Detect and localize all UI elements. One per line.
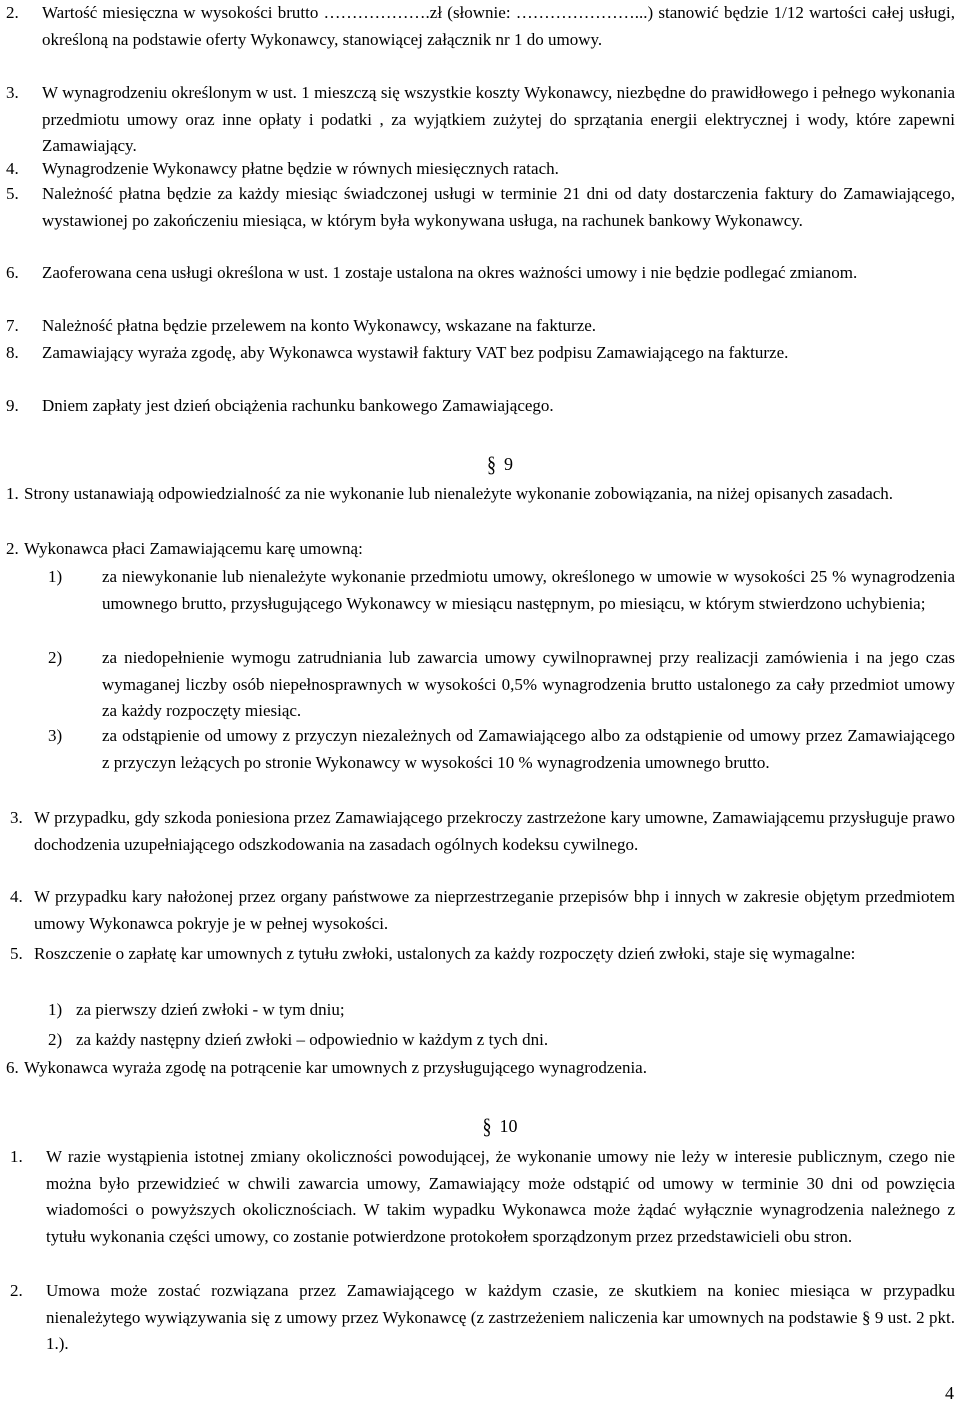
item-text: Wynagrodzenie Wykonawcy płatne będzie w równych miesięcznych ratach.: [42, 159, 559, 178]
list-item: [0, 1278, 955, 1358]
list-item: [0, 393, 955, 420]
item-text: Roszczenie o zapłatę kar umownych z tytułu zwłoki, ustalonych za każdy rozpoczęty dzień zwłoki, staje się wymagalne:: [34, 944, 856, 963]
item-text: Wykonawca płaci Zamawiającemu karę umowną:: [24, 539, 363, 558]
list-item: [0, 80, 955, 160]
list-item: [0, 884, 955, 937]
list-item: [0, 1144, 955, 1250]
sub-item-text: za każdy następny dzień zwłoki – odpowiednio w każdym z tych dni.: [76, 1030, 549, 1049]
section-heading: [470, 1113, 530, 1139]
item-number: 5.: [10, 944, 23, 963]
sub-item-number: 1): [48, 1000, 63, 1019]
item-text: Zamawiający wyraża zgodę, aby Wykonawca wystawił faktury VAT bez podpisu Zamawiającego na fakturze.: [42, 343, 789, 362]
item-text: Wykonawca wyraża zgodę na potrącenie kar umownych z przysługującego wynagrodzenia.: [24, 1058, 647, 1077]
list-item: [0, 340, 955, 367]
list-item: [0, 260, 955, 287]
item-text: W przypadku kary nałożonej przez organy państwowe za nieprzestrzeganie przepisów bhp i innych w zakresie objętym przedmiotem umowy Wykonawca pokryje je w pełnej wysokości.: [34, 887, 955, 933]
section-number: 9: [504, 454, 513, 474]
item-text: W wynagrodzeniu określonym w ust. 1 mieszczą się wszystkie koszty Wykonawcy, niezbędne do prawidłowego i pełnego wykonania przedmiotu umowy oraz inne opłaty i podatki , za wyjątkiem zużytej do sprzątania energii elektrycznej i wody, które zapewni Zamawiający.: [42, 83, 955, 155]
sub-item-text: za odstąpienie od umowy z przyczyn niezależnych od Zamawiającego albo za odstąpienie od umowy przez Zamawiającego z przyczyn leżących po stronie Wykonawcy w wysokości 10 % wynagrodzenia umownego brutto.: [102, 726, 955, 772]
list-item: [0, 481, 955, 508]
item-number: 9.: [6, 396, 19, 415]
item-number: 1.: [10, 1147, 23, 1166]
item-number: 4.: [6, 159, 19, 178]
sub-list-item: [44, 723, 955, 776]
item-number: 3.: [10, 808, 23, 827]
sub-item-number: 1): [48, 567, 63, 586]
item-text: Zaoferowana cena usługi określona w ust. 1 zostaje ustalona na okres ważności umowy i nie będzie podlegać zmianom.: [42, 263, 858, 282]
item-number: 2.: [6, 3, 19, 22]
sub-item-number: 3): [48, 726, 63, 745]
section-symbol: §: [482, 1113, 492, 1139]
section-number: 10: [499, 1116, 518, 1136]
page-number: 4: [945, 1383, 954, 1403]
item-text: Umowa może zostać rozwiązana przez Zamawiającego w każdym czasie, ze skutkiem na koniec miesiąca w przypadku nienależytego wywiązywania się z umowy przez Wykonawcę (z zastrzeżeniem naliczenia kar umownych na podstawie § 9 ust. 2 pkt. 1.).: [46, 1281, 955, 1353]
list-item: [0, 941, 955, 968]
section-symbol: §: [487, 451, 496, 477]
list-item: [0, 1055, 955, 1082]
item-text: Dniem zapłaty jest dzień obciążenia rachunku bankowego Zamawiającego.: [42, 396, 554, 415]
sub-item-text: za pierwszy dzień zwłoki - w tym dniu;: [76, 1000, 345, 1019]
item-text: W przypadku, gdy szkoda poniesiona przez Zamawiającego przekroczy zastrzeżone kary umowne, Zamawiającemu przysługuje prawo dochodzenia uzupełniającego odszkodowania na zasadach ogólnych kodeksu cywilnego.: [34, 808, 955, 854]
item-number: 1.: [6, 484, 19, 503]
item-number: 4.: [10, 887, 23, 906]
item-text: W razie wystąpienia istotnej zmiany okoliczności powodującej, że wykonanie umowy nie leży w interesie publicznym, czego nie można było przewidzieć w chwili zawarcia umowy, Zamawiający może odstąpić od umowy w terminie 30 dni od powzięcia wiadomości o powyższych okolicznościach. W takim wypadku Wykonawca może żądać wyłącznie wynagrodzenia należnego z tytułu wykonania części umowy, co zostanie potwierdzone protokołem sporządzonym przez przedstawicieli obu stron.: [46, 1147, 955, 1246]
sub-list-item: [44, 1027, 955, 1054]
list-item: [0, 156, 955, 183]
sub-item-number: 2): [48, 648, 63, 667]
sub-item-text: za niedopełnienie wymogu zatrudniania lub zawarcia umowy cywilnoprawnej przy realizacji zamówienia i na jego czas wymaganej liczby osób niepełnosprawnych w wysokości 0,5% wynagrodzenia brutto ustalonego za cały przedmiot umowy za każdy rozpoczęty miesiąc.: [102, 648, 955, 720]
item-number: 3.: [6, 83, 19, 102]
item-number: 2.: [6, 539, 19, 558]
item-text: Należność płatna będzie przelewem na konto Wykonawcy, wskazane na fakturze.: [42, 316, 597, 335]
list-item: [0, 181, 955, 234]
list-item: [0, 536, 955, 563]
item-number: 6.: [6, 1058, 19, 1077]
item-number: 8.: [6, 343, 19, 362]
item-number: 7.: [6, 316, 19, 335]
item-text: Strony ustanawiają odpowiedzialność za nie wykonanie lub nienależyte wykonanie zobowiązania, na niżej opisanych zasadach.: [24, 484, 894, 503]
sub-item-text: za niewykonanie lub nienależyte wykonanie przedmiotu umowy, określonego w umowie w wysokości 25 % wynagrodzenia umownego brutto, przysługującego Wykonawcy w miesiącu następnym, po miesiącu, w którym stwierdzono uchybienia;: [102, 567, 955, 613]
sub-list-item: [44, 645, 955, 725]
item-text: Należność płatna będzie za każdy miesiąc świadczonej usługi w terminie 21 dni od daty dostarczenia faktury do Zamawiającego, wystawionej po zakończeniu miesiąca, w którym była wykonywana usługa, na rachunek bankowy Wykonawcy.: [42, 184, 955, 230]
sub-item-number: 2): [48, 1030, 63, 1049]
item-number: 5.: [6, 184, 19, 203]
item-text: Wartość miesięczna w wysokości brutto ……………….zł (słownie: …………………...) stanowić będzie 1/12 wartości całej usługi, określoną na podstawie oferty Wykonawcy, stanowiącej załącznik nr 1 do umowy.: [42, 3, 955, 49]
item-number: 2.: [10, 1281, 23, 1300]
section-heading: [470, 451, 530, 477]
sub-list-item: [44, 997, 955, 1024]
sub-list-item: [44, 564, 955, 617]
list-item: [0, 0, 955, 53]
list-item: [0, 805, 955, 858]
item-number: 6.: [6, 263, 19, 282]
list-item: [0, 313, 955, 340]
